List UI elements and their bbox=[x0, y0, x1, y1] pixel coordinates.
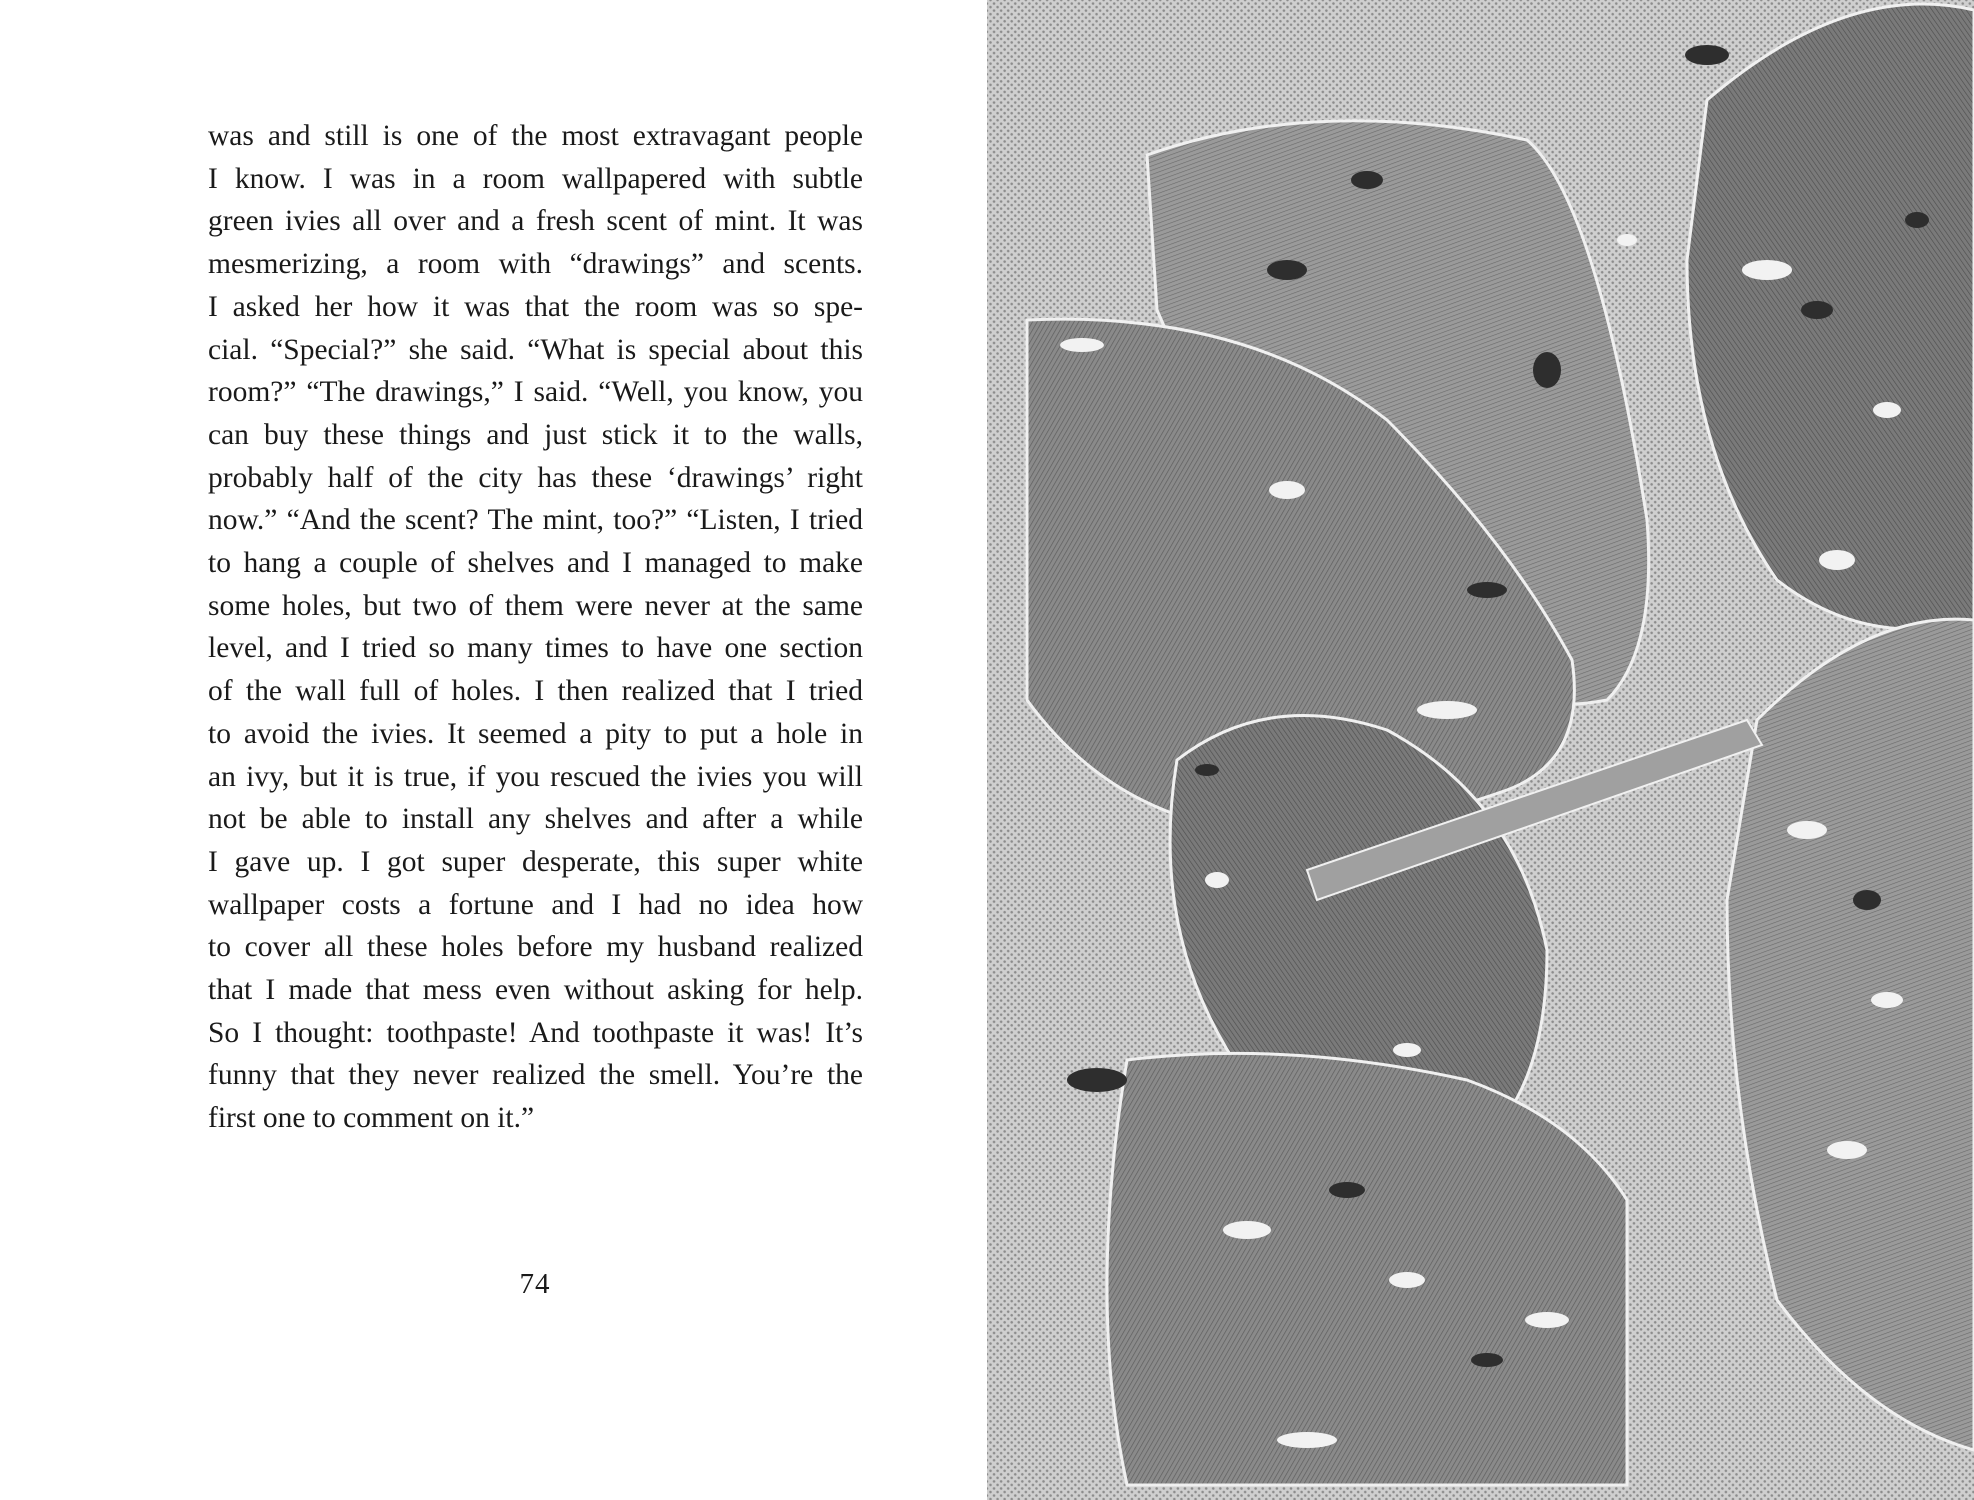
text-line: to avoid the ivies. It seemed a pity to put a hole in bbox=[208, 717, 863, 750]
text-line: now.” “And the scent? The mint, too?” “Listen, I tried bbox=[208, 504, 863, 537]
text-line: wallpaper costs a fortune and I had no idea how bbox=[208, 888, 863, 921]
text-line: to hang a couple of shelves and I managed to make bbox=[208, 547, 863, 580]
text-line: cial. “Special?” she said. “What is special about this bbox=[208, 333, 863, 366]
text-line: funny that they never realized the smell. You’re the bbox=[208, 1059, 863, 1092]
text-line: some holes, but two of them were never at the same bbox=[208, 589, 863, 622]
right-page bbox=[987, 0, 1974, 1500]
halftone-leaves-photo bbox=[987, 0, 1974, 1500]
text-line: that I made that mess even without asking for help. bbox=[208, 974, 863, 1007]
text-line: to cover all these holes before my husband realized bbox=[208, 931, 863, 964]
text-line: first one to comment on it.” bbox=[208, 1102, 535, 1135]
text-line: green ivies all over and a fresh scent of mint. It was bbox=[208, 205, 863, 238]
body-text bbox=[208, 115, 863, 1140]
text-line: can buy these things and just stick it to the walls, bbox=[208, 418, 863, 451]
text-line: mesmerizing, a room with “drawings” and scents. bbox=[208, 248, 863, 281]
text-line: I know. I was in a room wallpapered with subtle bbox=[208, 162, 863, 195]
text-line: was and still is one of the most extravagant people bbox=[208, 120, 863, 152]
text-line: room?” “The drawings,” I said. “Well, you know, you bbox=[208, 376, 863, 409]
text-line: not be able to install any shelves and after a while bbox=[208, 803, 863, 836]
page-number: 74 bbox=[519, 1268, 551, 1300]
text-line: I asked her how it was that the room was so spe- bbox=[208, 290, 863, 323]
text-line: level, and I tried so many times to have one section bbox=[208, 632, 863, 665]
text-line: an ivy, but it is true, if you rescued the ivies you will bbox=[208, 760, 863, 793]
text-line: probably half of the city has these ‘drawings’ right bbox=[208, 461, 863, 494]
text-line: So I thought: toothpaste! And toothpaste it was! It’s bbox=[208, 1016, 863, 1049]
text-line: I gave up. I got super desperate, this super white bbox=[208, 845, 863, 878]
text-line: of the wall full of holes. I then realized that I tried bbox=[208, 675, 863, 708]
